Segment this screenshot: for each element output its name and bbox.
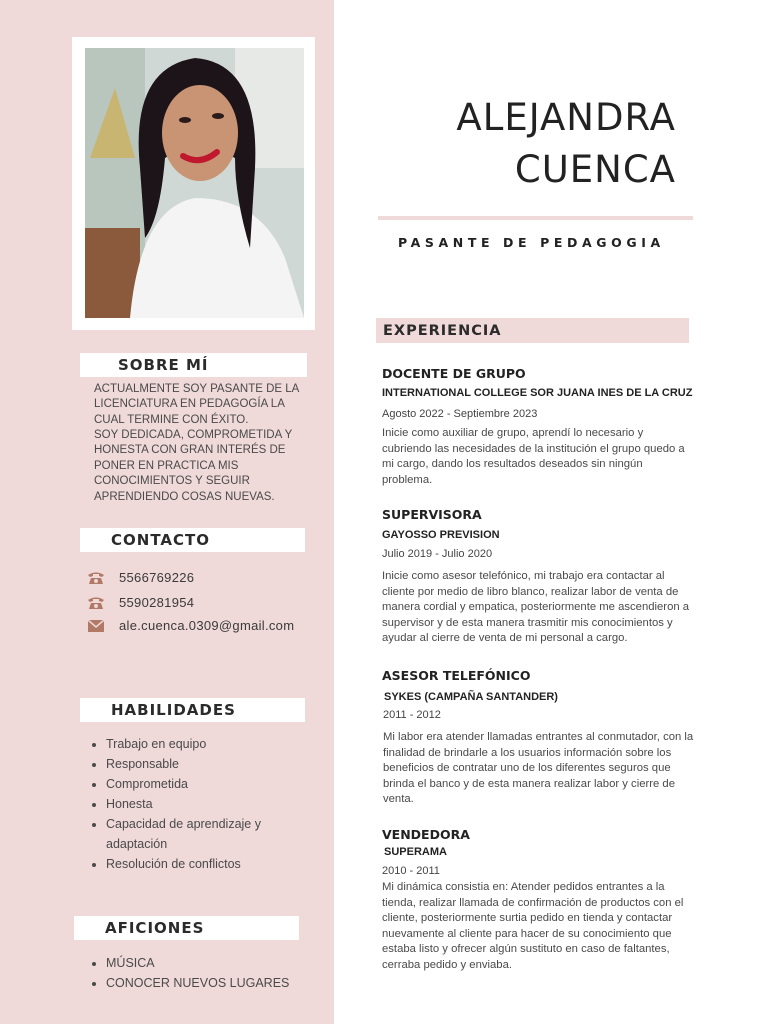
skill-item: • Trabajo en equipo xyxy=(106,734,306,754)
hobby-item: • CONOCER NUEVOS LUGARES xyxy=(106,973,336,993)
job-subtitle: PASANTE DE PEDAGOGIA xyxy=(398,235,665,250)
skills-heading-box xyxy=(80,698,305,722)
skills-list xyxy=(82,734,306,874)
job-title: ASESOR TELEFÓNICO xyxy=(382,668,531,683)
experience-heading-box xyxy=(376,318,689,343)
name-line-2: CUENCA xyxy=(514,148,676,191)
job-title: SUPERVISORA xyxy=(382,507,482,522)
contact-heading-box xyxy=(80,528,305,552)
email-text[interactable]: ale.cuenca.0309@gmail.com xyxy=(119,618,295,633)
skill-item: • Responsable xyxy=(106,754,306,774)
person-name xyxy=(456,92,676,196)
phone-icon xyxy=(86,571,106,585)
profile-photo xyxy=(85,48,304,318)
phone-2-text[interactable]: 5590281954 xyxy=(119,595,195,610)
skill-item: • Honesta xyxy=(106,794,306,814)
mail-icon xyxy=(86,619,106,633)
about-heading-box xyxy=(80,353,307,377)
skill-item: • Comprometida xyxy=(106,774,306,794)
job-description: Mi dinámica consistia en: Atender pedidos entrantes a la tienda, realizar llamada de confirmación de productos con el cliente, posteriormente surtia pedido en tienda y contactar nuevamente al cliente para hacer de su conocimiento que estaba listo y ofrecer algún sustituto en caso de faltantes, cerraba pedido y enviaba. xyxy=(382,881,684,971)
name-line-1: ALEJANDRA xyxy=(456,96,676,139)
job-dates: Julio 2019 - Julio 2020 xyxy=(382,548,493,560)
job-description: Inicie como auxiliar de grupo, aprendí lo necesario y cubriendo las necesidades de la institución el grupo quedo a mi cargo, dando los resultados deseados sin ningún problema. xyxy=(382,427,685,486)
phone-1-text[interactable]: 5566769226 xyxy=(119,570,195,585)
job-description: Inicie como asesor telefónico, mi trabajo era contactar al cliente por medio de libro blanco, realizar labor de venta de manera cordial y empatica, posteriormente me ascendieron a supervisor y de esta manera trasmitir mis conocimientos y ayudar al cierre de venta de mi personal a cargo. xyxy=(382,570,690,645)
job-dates: 2010 - 2011 xyxy=(382,865,440,877)
job-dates: Agosto 2022 - Septiembre 2023 xyxy=(382,408,538,420)
phone-icon xyxy=(86,596,106,610)
hobby-item: • MÚSICA xyxy=(106,953,336,973)
job-company: INTERNATIONAL COLLEGE SOR JUANA INES DE LA CRUZ xyxy=(382,387,693,399)
contact-phone-1 xyxy=(86,570,194,585)
hobbies-list xyxy=(82,953,336,993)
job-company: SYKES (CAMPAÑA SANTANDER) xyxy=(384,691,558,703)
job-title: DOCENTE DE GRUPO xyxy=(382,366,526,381)
job-dates: 2011 - 2012 xyxy=(383,709,441,721)
skill-item: • Resolución de conflictos xyxy=(106,854,306,874)
job-company: GAYOSSO PREVISION xyxy=(382,529,500,541)
experience-heading: EXPERIENCIA xyxy=(383,322,502,339)
profile-photo-frame xyxy=(72,37,315,330)
skill-item: • Capacidad de aprendizaje y adaptación xyxy=(106,814,306,854)
about-heading: SOBRE MÍ xyxy=(118,356,209,374)
name-divider xyxy=(378,216,693,220)
hobbies-heading: AFICIONES xyxy=(105,919,205,937)
skills-heading: HABILIDADES xyxy=(111,701,236,719)
contact-phone-2 xyxy=(86,595,194,610)
job-description: Mi labor era atender llamadas entrantes al conmutador, con la finalidad de brindarle a los usuarios información sobre los beneficios de contratar uno de los diferentes seguros que brinda el banco y de esta manera realizar labor y cierre de venta. xyxy=(383,731,694,806)
contact-email xyxy=(86,618,294,633)
contact-heading: CONTACTO xyxy=(111,531,210,549)
job-title: VENDEDORA xyxy=(382,827,470,842)
about-text-1: ACTUALMENTE SOY PASANTE DE LA LICENCIATURA EN PEDAGOGÍA LA CUAL TERMINE CON ÉXITO. xyxy=(94,383,299,426)
job-company: SUPERAMA xyxy=(384,846,447,858)
about-text-2: SOY DEDICADA, COMPROMETIDA Y HONESTA CON GRAN INTERÉS DE PONER EN PRACTICA MIS CONOCIMIENTOS Y SEGUIR APRENDIENDO COSAS NUEVAS. xyxy=(94,429,293,503)
hobbies-heading-box xyxy=(74,916,299,940)
